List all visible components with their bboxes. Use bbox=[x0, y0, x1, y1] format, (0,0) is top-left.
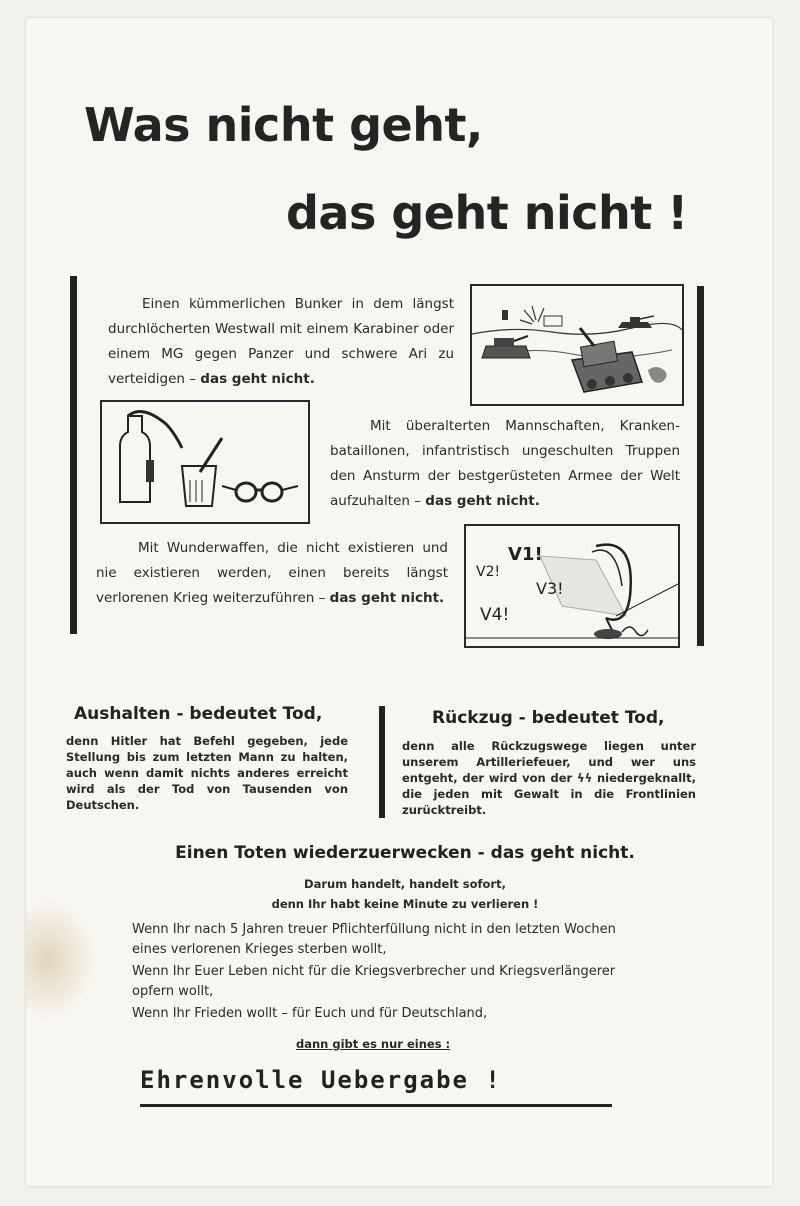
condition-2: Wenn Ihr Euer Leben nicht für die Kriegsverbrecher und Kriegsverlängerer opfern wollt, bbox=[132, 964, 616, 999]
bottle-drawing bbox=[102, 402, 308, 522]
title-line-1: Was nicht geht, bbox=[84, 98, 483, 152]
paper-stain bbox=[26, 900, 96, 1020]
left-column-text: denn Hitler hat Befehl gegeben, jede Stellung bis zum letzten Mann zu halten, auch wenn damit nichts anderes erreicht wird als der Tod von Tausenden von Deutschen. bbox=[66, 734, 348, 812]
final-underline bbox=[140, 1104, 612, 1107]
column-divider bbox=[379, 706, 385, 818]
right-column-headline: Rückzug - bedeutet Tod, bbox=[432, 708, 665, 728]
title-line-2: das geht nicht ! bbox=[286, 186, 688, 240]
left-section-bar bbox=[70, 276, 77, 634]
left-column-headline: Aushalten - bedeutet Tod, bbox=[74, 704, 323, 724]
call-line-2: denn Ihr habt keine Minute zu verlieren ! bbox=[271, 897, 539, 911]
wonder-text: Mit Wunderwaffen, die nicht existieren und nie existieren werden, einen bereits längst verlorenen Krieg weiterzuführen – bbox=[96, 540, 448, 606]
wonder-emphasis: das geht nicht. bbox=[329, 590, 445, 606]
v1-label: V1! bbox=[508, 544, 543, 565]
bunker-emphasis: das geht nicht. bbox=[200, 371, 315, 387]
troops-paragraph bbox=[330, 414, 680, 514]
wonder-weapons-paragraph bbox=[96, 536, 448, 611]
condition-1: Wenn Ihr nach 5 Jahren treuer Pflichterfüllung nicht in den letzten Wochen eines verlorenen Krieges sterben wollt, bbox=[132, 922, 616, 957]
v2-label: V2! bbox=[476, 564, 501, 580]
revive-line: Einen Toten wiederzuerwecken - das geht nicht. bbox=[175, 843, 635, 863]
condition-3: Wenn Ihr Frieden wollt – für Euch und für Deutschland, bbox=[132, 1006, 488, 1021]
v4-label: V4! bbox=[480, 605, 510, 625]
right-section-bar bbox=[697, 286, 704, 646]
right-column-text: denn alle Rückzugswege liegen unter unserem Artilleriefeuer, und wer uns entgeht, der wird von der ϟϟ niedergeknallt, die jeden mit Gewalt in die Frontlinien zurücktreibt. bbox=[402, 739, 696, 817]
bunker-text: Einen kümmerlichen Bunker in dem längst durchlöcherten Westwall mit einem Karabiner oder einem MG gegen Panzer und schwere Ari zu verteidigen – bbox=[108, 296, 454, 387]
final-slogan: Ehrenvolle Uebergabe ! bbox=[140, 1066, 502, 1094]
v-weapons-illustration bbox=[464, 524, 680, 648]
troops-emphasis: das geht nicht. bbox=[425, 493, 540, 509]
troops-text: Mit überalterten Mannschaften, Kranken-bataillonen, infantristisch ungeschulten Truppen den Ansturm der bestgerüsteten Armee der Welt aufzuhalten – bbox=[330, 418, 680, 509]
bunker-paragraph bbox=[108, 292, 454, 392]
call-line-1: Darum handelt, handelt sofort, bbox=[304, 877, 506, 891]
tanks-drawing bbox=[472, 286, 682, 404]
v-weapons-drawing bbox=[466, 526, 678, 646]
only-one-line: dann gibt es nur eines : bbox=[296, 1037, 451, 1051]
tanks-illustration bbox=[470, 284, 684, 406]
bottle-glass-spectacles-illustration bbox=[100, 400, 310, 524]
v3-label: V3! bbox=[536, 579, 564, 598]
